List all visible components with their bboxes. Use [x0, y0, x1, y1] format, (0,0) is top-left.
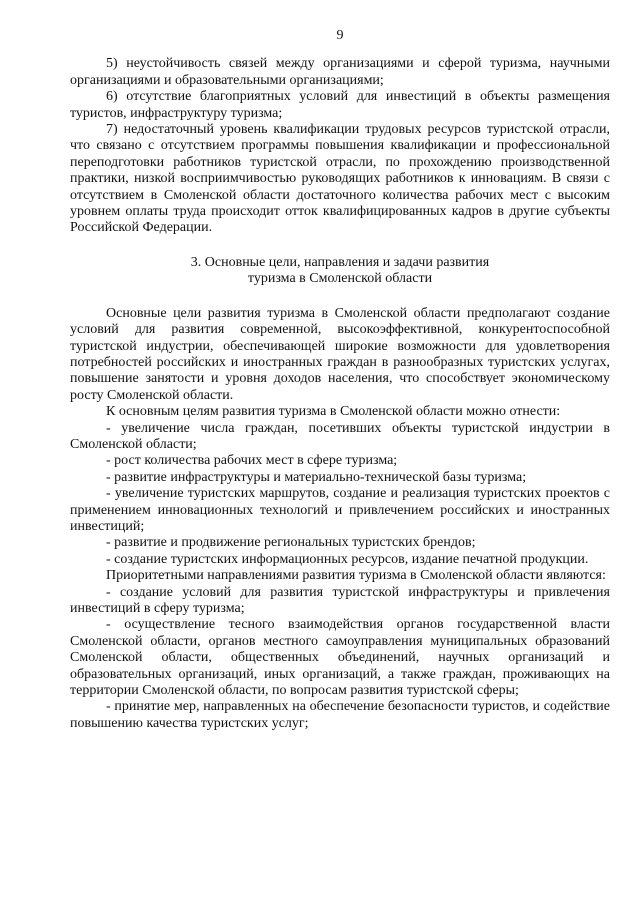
document-page	[70, 28, 610, 732]
paragraph: 5) неустойчивость связей между организациями и сферой туризма, научными организациями и образовательными организациями;	[70, 56, 610, 88]
section-body	[70, 306, 610, 733]
section-heading-line-2: туризма в Смоленской области	[247, 271, 433, 287]
page-number: 9	[336, 28, 344, 43]
paragraph: Приоритетными направлениями развития туризма в Смоленской области являются:	[106, 568, 606, 584]
list-item: - развитие и продвижение региональных туристских брендов;	[106, 535, 476, 551]
list-item: - рост количества рабочих мест в сфере туризма;	[106, 453, 398, 469]
list-item: - увеличение числа граждан, посетивших объекты туристской индустрии в Смоленской области;	[70, 420, 610, 452]
section-heading	[70, 255, 610, 288]
list-item: - принятие мер, направленных на обеспечение безопасности туристов, и содействие повышению качества туристских услуг;	[70, 699, 610, 731]
paragraph: 7) недостаточный уровень квалификации трудовых ресурсов туристской отрасли, что связано с отсутствием программы повышения квалификации и профессиональной переподготовки работников туристской отрасли, по прохождению производственной практики, низкой восприимчивостью руководящих работников к инновациям. В связи с отсутствием в Смоленской области достаточного количества рабочих мест с высоким уровнем оплаты труда происходит отток квалифицированных кадров в другие субъекты Российской Федерации.	[70, 122, 610, 236]
list-item: - развитие инфраструктуры и материально-технической базы туризма;	[106, 469, 527, 485]
paragraph: 6) отсутствие благоприятных условий для инвестиций в объекты размещения туристов, инфраструктуру туризма;	[70, 89, 610, 121]
paragraph: Основные цели развития туризма в Смоленской области предполагают создание условий для развития современной, высокоэффективной, конкурентоспособной туристской индустрии, обеспечивающей широкие возможности для удовлетворения потребностей российских и иностранных граждан в разнообразных туристских услугах, повышение занятости и уровня доходов населения, что способствует экономическому росту Смоленской области.	[70, 305, 610, 403]
list-item: - осуществление тесного взаимодействия органов государственной власти Смоленской области, органов местного самоуправления муниципальных образований Смоленской области, общественных объединений, научных организаций и образовательных организаций, иных организаций, а также граждан, проживающих на территории Смоленской области, по вопросам развития туристской сферы;	[70, 617, 610, 699]
list-item: - создание условий для развития туристской инфраструктуры и привлечения инвестиций в сферу туризма;	[70, 584, 610, 616]
list-item: - увеличение туристских маршрутов, создание и реализация туристских проектов с применением инновационных технологий и привлечением российских и иностранных инвестиций;	[70, 486, 610, 534]
problems-list	[70, 56, 610, 236]
section-heading-line-1: 3. Основные цели, направления и задачи развития	[190, 254, 490, 270]
paragraph: К основным целям развития туризма в Смоленской области можно отнести:	[106, 404, 561, 420]
list-item: - создание туристских информационных ресурсов, издание печатной продукции.	[106, 551, 589, 567]
